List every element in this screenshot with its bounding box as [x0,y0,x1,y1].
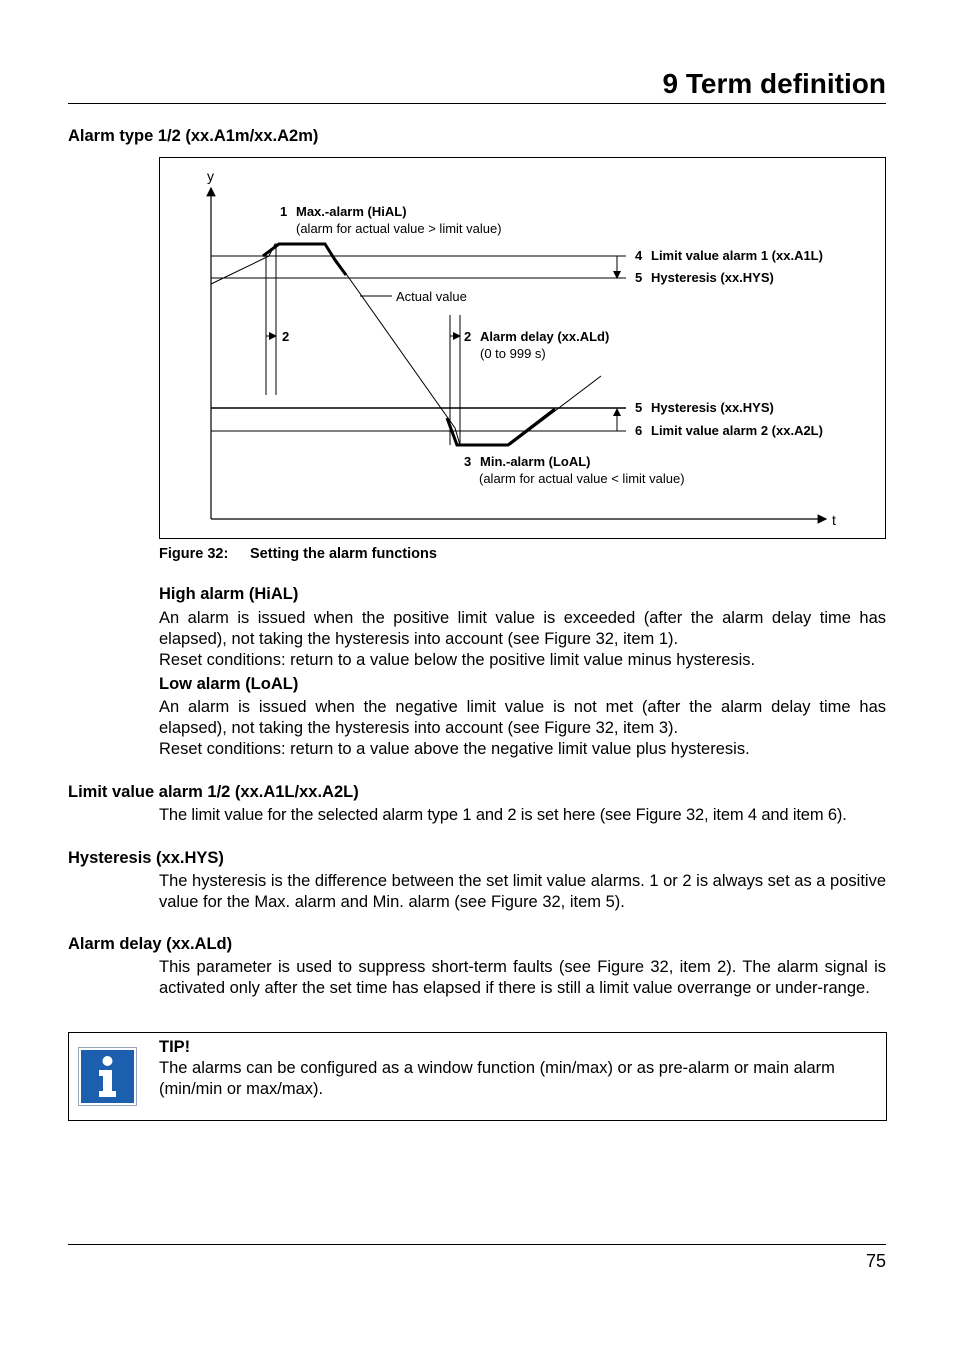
high-alarm-reset: Reset conditions: return to a value below the positive limit value minus hysteresis. [159,651,756,669]
min-alarm-num: 3 [464,454,472,469]
high-alarm-heading: High alarm (HiAL) [159,585,299,603]
limit1-num: 4 [635,248,643,263]
high-alarm-text: An alarm is issued when the positive limit value is exceeded (after the alarm delay time has elapsed), not taking the hysteresis into account (see Figure 32, item 1). [159,609,886,648]
tip-text: The alarms can be configured as a window function (min/max) or as pre-alarm or main alarm (min/min or max/max). [159,1059,835,1098]
limit-value-heading: Limit value alarm 1/2 (xx.A1L/xx.A2L) [68,783,359,801]
hys-bottom-num: 5 [635,400,643,415]
figure-caption-title: Setting the alarm functions [250,546,437,562]
low-alarm-reset: Reset conditions: return to a value above the negative limit value plus hysteresis. [159,740,750,758]
t-axis-label: t [832,512,836,528]
alarm-delay-heading: Alarm delay (xx.ALd) [68,935,233,953]
section-heading-alarm-type: Alarm type 1/2 (xx.A1m/xx.A2m) [68,127,319,145]
delay-num: 2 [464,329,472,344]
hys-top-label: Hysteresis (xx.HYS) [651,270,774,285]
hys-top-num: 5 [635,270,643,285]
max-alarm-sublabel: (alarm for actual value > limit value) [296,221,502,236]
limit2-label: Limit value alarm 2 (xx.A2L) [651,423,823,438]
max-alarm-label: Max.-alarm (HiAL) [296,204,407,219]
alarm-delay-text: This parameter is used to suppress short-term faults (see Figure 32, item 2). The alarm signal is activated only after the set time has elapsed if there is still a limit value overrange or under-range. [159,958,886,997]
max-alarm-num: 1 [280,204,288,219]
delay-sublabel: (0 to 999 s) [480,346,546,361]
figure-caption-number: Figure 32: [159,546,229,562]
min-alarm-sublabel: (alarm for actual value < limit value) [479,471,685,486]
header-rule [68,103,886,104]
low-alarm-heading: Low alarm (LoAL) [159,675,299,693]
footer-rule [68,1244,886,1245]
figure-caption [159,545,437,563]
limit-value-text: The limit value for the selected alarm type 1 and 2 is set here (see Figure 32, item 4 and item 6). [159,806,847,824]
max-alarm-segment [263,244,346,275]
actual-value-curve [211,244,601,445]
limit1-label: Limit value alarm 1 (xx.A1L) [651,248,823,263]
low-alarm-text: An alarm is issued when the negative limit value is not met (after the alarm delay time has elapsed), not taking the hysteresis into account (see Figure 32, item 3). [159,698,886,737]
info-icon [78,1047,137,1106]
hys-bottom-label: Hysteresis (xx.HYS) [651,400,774,415]
hysteresis-heading: Hysteresis (xx.HYS) [68,849,224,867]
figure-frame [159,157,886,539]
tip-title: TIP! [159,1038,191,1056]
limit2-num: 6 [635,423,643,438]
alarm-function-diagram [160,158,885,538]
chapter-title: 9 Term definition [662,68,886,99]
y-axis-label: y [207,168,214,184]
page-number: 75 [865,1251,886,1271]
delay-left-label: 2 [282,329,290,344]
hysteresis-text: The hysteresis is the difference between the set limit value alarms. 1 or 2 is always set as a positive value for the Max. alarm and Min. alarm (see Figure 32, item 5). [159,872,886,911]
actual-value-label: Actual value [396,289,467,304]
min-alarm-label: Min.-alarm (LoAL) [480,454,591,469]
delay-label: Alarm delay (xx.ALd) [480,329,610,344]
min-alarm-segment [447,409,555,445]
